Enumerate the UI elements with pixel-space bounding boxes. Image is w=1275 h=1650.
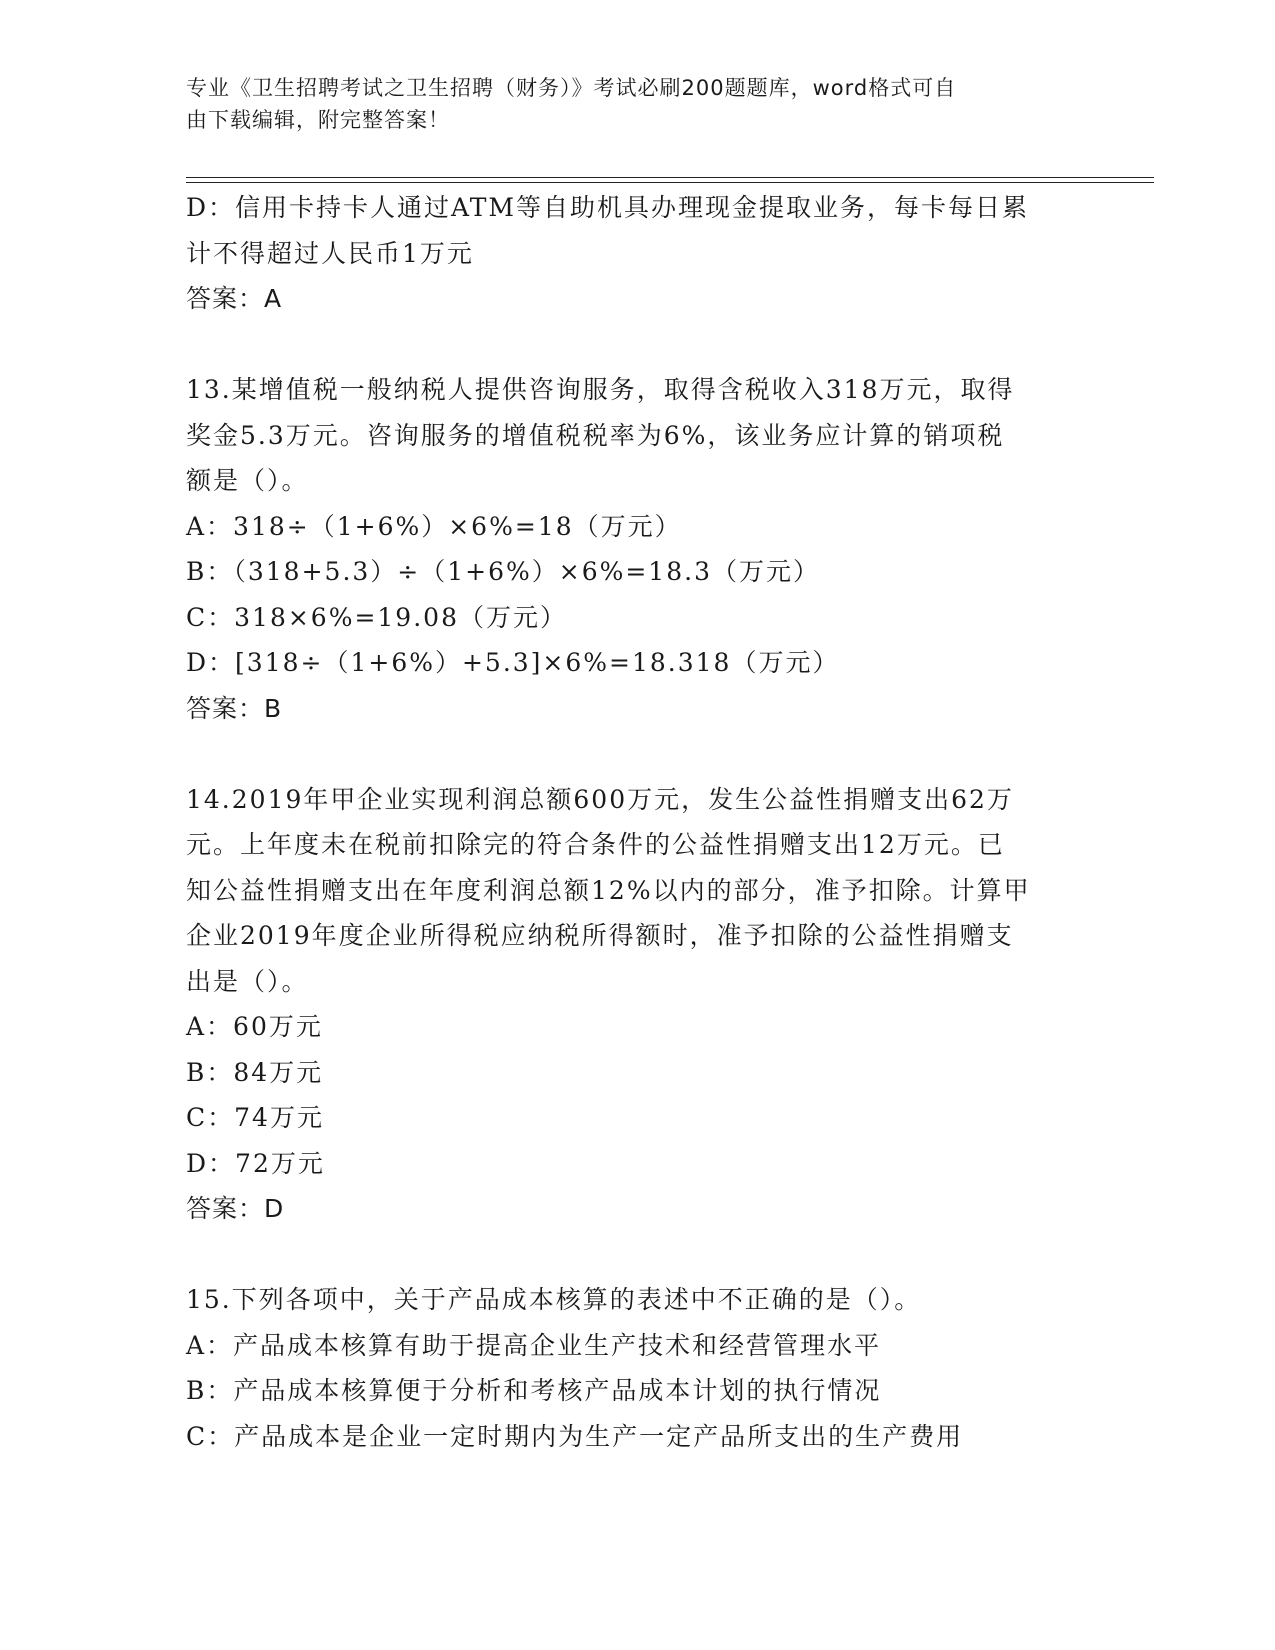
spacer (186, 322, 1086, 368)
q14-option-d: D：72万元 (186, 1148, 325, 1178)
q14-stem-line-3: 知公益性捐赠支出在年度利润总额12%以内的部分，准予扣除。计算甲 (186, 875, 1031, 905)
q14-stem-line-1: 14.2019年甲企业实现利润总额600万元，发生公益性捐赠支出62万 (186, 784, 1014, 814)
q12-answer: 答案：A (186, 284, 283, 313)
page-header (186, 72, 1066, 136)
q13-answer: 答案：B (186, 693, 283, 723)
q14-option-c: C：74万元 (186, 1103, 324, 1132)
q14-option-b: B：84万元 (186, 1057, 324, 1087)
q12-option-d-line-2: 计不得超过人民币1万元 (186, 238, 474, 268)
q13-option-b: B：（318+5.3）÷（1+6%）×6%=18.3（万元） (186, 557, 820, 586)
q15-option-a: A：产品成本核算有助于提高企业生产技术和经营管理水平 (186, 1330, 882, 1360)
q13-stem-line-1: 13.某增值税一般纳税人提供咨询服务，取得含税收入318万元，取得 (186, 375, 1015, 404)
q13-option-a: A：318÷（1+6%）×6%=18（万元） (186, 511, 682, 541)
q12-option-d-line-1: D：信用卡持卡人通过ATM等自助机具办理现金提取业务，每卡每日累 (186, 193, 1030, 222)
q13-stem-line-3: 额是（）。 (186, 466, 309, 495)
header-divider-top (186, 177, 1154, 178)
q13-option-c: C：318×6%=19.08（万元） (186, 602, 567, 632)
q14-option-a: A：60万元 (186, 1012, 323, 1041)
header-title-line-2: 由下载编辑，附完整答案！ (186, 108, 450, 132)
q14-stem-line-4: 企业2019年度企业所得税应纳税所得额时，准予扣除的公益性捐赠支 (186, 921, 1014, 950)
q14-stem-line-2: 元。上年度未在税前扣除完的符合条件的公益性捐赠支出12万元。已 (186, 830, 1005, 859)
q14-stem-line-5: 出是（）。 (186, 966, 309, 996)
q15-stem-line-1: 15.下列各项中，关于产品成本核算的表述中不正确的是（）。 (186, 1285, 922, 1314)
q14-answer: 答案：D (186, 1194, 285, 1223)
spacer (186, 731, 1086, 777)
question-content (186, 185, 1086, 1459)
header-divider-bottom (186, 182, 1154, 183)
spacer (186, 1232, 1086, 1278)
q13-stem-line-2: 奖金5.3万元。咨询服务的增值税税率为6%，该业务应计算的销项税 (186, 420, 1005, 450)
header-title-line-1: 专业《卫生招聘考试之卫生招聘（财务）》考试必刷200题题库，word格式可自 (186, 76, 957, 100)
q13-option-d: D：[318÷（1+6%）+5.3]×6%=18.318（万元） (186, 648, 840, 677)
q15-option-c: C：产品成本是企业一定时期内为生产一定产品所支出的生产费用 (186, 1421, 964, 1451)
q15-option-b: B：产品成本核算便于分析和考核产品成本计划的执行情况 (186, 1376, 882, 1405)
